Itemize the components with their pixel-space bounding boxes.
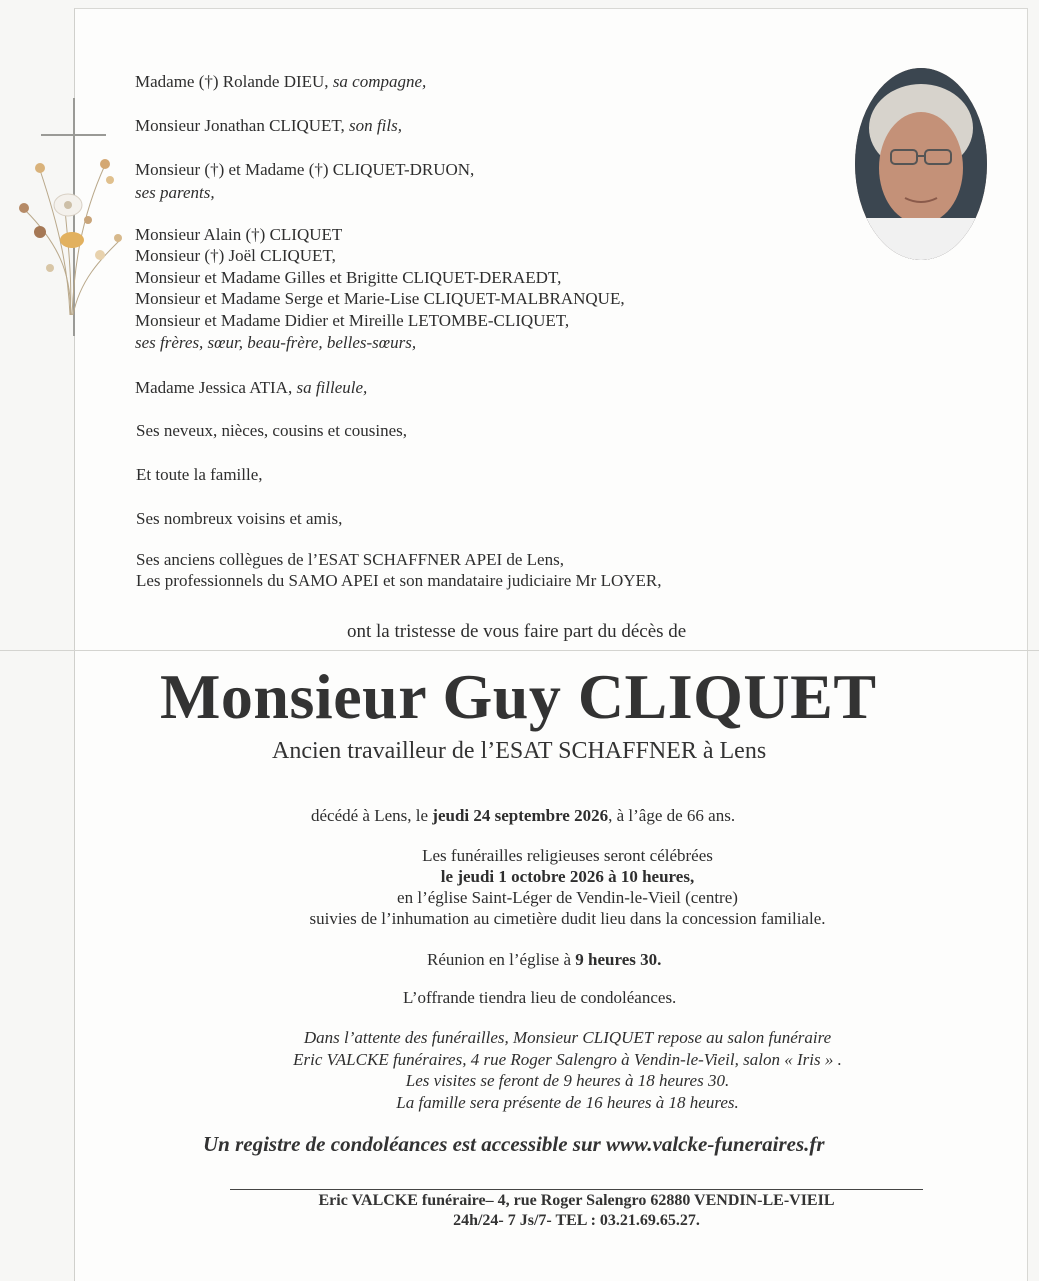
cross-horizontal (41, 134, 106, 136)
family-toute: Et toute la famille, (136, 465, 263, 484)
deceased-subtitle: Ancien travailleur de l’ESAT SCHAFFNER à Lens (272, 738, 767, 764)
family-compagne: Madame (†) Rolande DIEU, sa compagne, (135, 72, 427, 91)
family-sibling: Monsieur et Madame Gilles et Brigitte CLIQUET-DERAEDT, (135, 268, 562, 287)
portrait-photo (855, 68, 987, 260)
footer-divider (230, 1189, 923, 1190)
family-siblings-role: ses frères, sœur, beau-frère, belles-sœurs, (135, 333, 417, 352)
salon-line: Eric VALCKE funéraires, 4 rue Roger Salengro à Vendin-le-Vieil, salon « Iris » . (293, 1050, 842, 1069)
family-sibling: Monsieur (†) Joël CLIQUET, (135, 246, 336, 265)
funeral-line: Les funérailles religieuses seront célébrées (422, 846, 713, 865)
deceased-name: Monsieur Guy CLIQUET (160, 661, 877, 732)
death-info: décédé à Lens, le jeudi 24 septembre 2026, à l’âge de 66 ans. (311, 806, 736, 825)
salon-line: Les visites se feront de 9 heures à 18 heures 30. (405, 1071, 730, 1090)
family-voisins: Ses nombreux voisins et amis, (136, 509, 343, 528)
offrande-info: L’offrande tiendra lieu de condoléances. (403, 988, 677, 1007)
fold-line (0, 650, 1039, 651)
flower-bouquet-icon (10, 150, 130, 320)
family-parents-role: ses parents, (135, 183, 215, 202)
funeral-church: en l’église Saint-Léger de Vendin-le-Vieil (centre) (397, 888, 738, 907)
announcement: ont la tristesse de vous faire part du décès de (347, 621, 687, 642)
family-neveux: Ses neveux, nièces, cousins et cousines, (136, 421, 407, 440)
family-sibling: Monsieur et Madame Didier et Mireille LETOMBE-CLIQUET, (135, 311, 570, 330)
family-professionnels: Les professionnels du SAMO APEI et son mandataire judiciaire Mr LOYER, (136, 571, 662, 590)
footer-address: Eric VALCKE funéraire– 4, rue Roger Salengro 62880 VENDIN-LE-VIEIL (318, 1192, 835, 1209)
family-fils: Monsieur Jonathan CLIQUET, son fils, (135, 116, 402, 135)
footer-contact: 24h/24- 7 Js/7- TEL : 03.21.69.65.27. (453, 1212, 700, 1229)
family-sibling: Monsieur Alain (†) CLIQUET (135, 225, 343, 244)
salon-line: Dans l’attente des funérailles, Monsieur CLIQUET repose au salon funéraire (303, 1028, 832, 1047)
salon-line: La famille sera présente de 16 heures à 18 heures. (396, 1093, 739, 1112)
reunion-info: Réunion en l’église à 9 heures 30. (427, 950, 662, 969)
funeral-burial: suivies de l’inhumation au cimetière dudit lieu dans la concession familiale. (309, 909, 826, 928)
family-filleule: Madame Jessica ATIA, sa filleule, (135, 378, 368, 397)
family-collegues: Ses anciens collègues de l’ESAT SCHAFFNER APEI de Lens, (136, 550, 564, 569)
funeral-date: le jeudi 1 octobre 2026 à 10 heures, (440, 867, 695, 886)
family-sibling: Monsieur et Madame Serge et Marie-Lise CLIQUET-MALBRANQUE, (135, 289, 625, 308)
registry-link-text[interactable]: Un registre de condoléances est accessible sur www.valcke-funeraires.fr (203, 1132, 825, 1156)
family-parents: Monsieur (†) et Madame (†) CLIQUET-DRUON, (135, 160, 475, 179)
